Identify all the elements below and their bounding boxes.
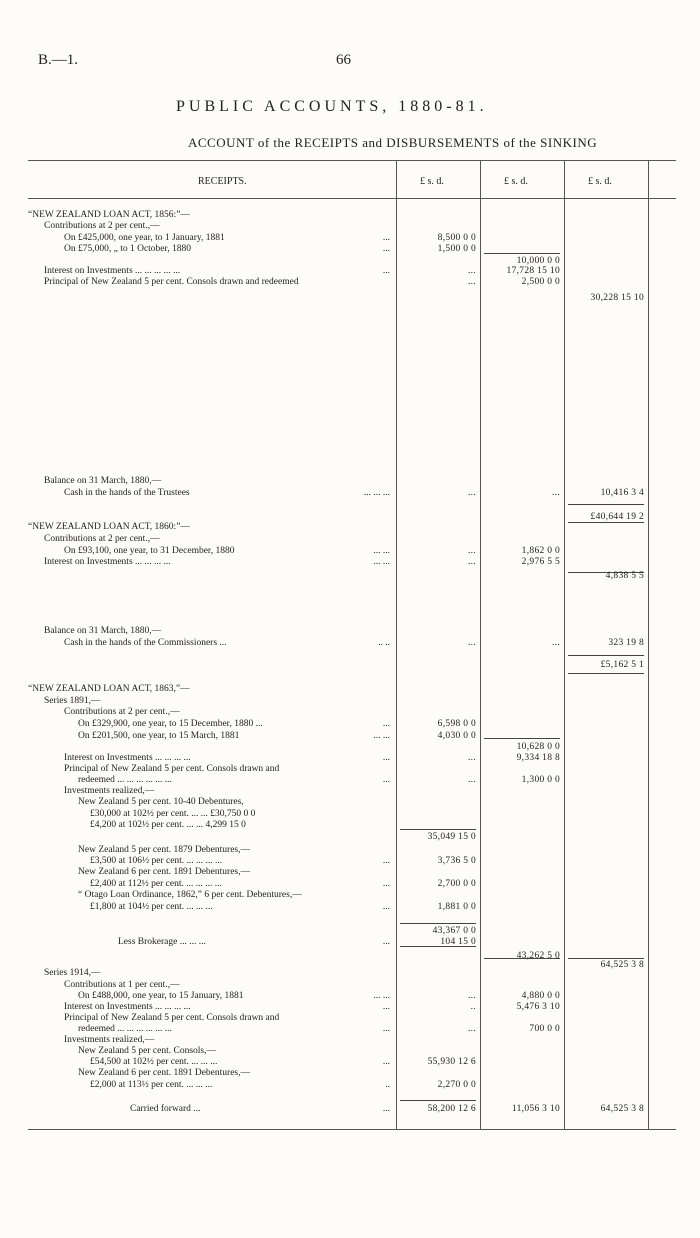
row-description: Principal of New Zealand 5 per cent. Consols drawn and	[64, 1013, 280, 1023]
row-leader-dots: ...	[382, 1002, 390, 1012]
col-header-receipts: RECEIPTS.	[198, 176, 247, 187]
row-description: Series 1914,—	[44, 968, 101, 978]
amount-col-3: 323 19 8	[608, 638, 644, 648]
row-description: New Zealand 5 per cent. Consols,—	[78, 1046, 216, 1056]
amount-col-1: 58,200 12 6	[427, 1104, 476, 1114]
amount-col-2: 700 0 0	[529, 1024, 560, 1034]
table-row	[28, 980, 676, 991]
table-row	[28, 1013, 676, 1024]
row-leader-dots: ...	[382, 1057, 390, 1067]
amount-col-1: 35,049 15 0	[427, 832, 476, 842]
ledger-table	[28, 160, 676, 1130]
amount-col-1: 43,367 0 0	[432, 926, 476, 936]
amount-col-3: 10,416 3 4	[600, 488, 644, 498]
amount-col-2: 10,000 0 0	[516, 256, 560, 266]
row-description: “NEW ZEALAND LOAN ACT, 1856:”—	[28, 210, 190, 220]
amount-col-1: 1,500 0 0	[437, 244, 476, 254]
row-description: Contributions at 1 per cent.,—	[64, 980, 180, 990]
row-leader-dots: ...	[382, 902, 390, 912]
table-row	[28, 926, 676, 937]
amount-col-2: 2,976 5 5	[521, 557, 560, 567]
row-leader-dots: ... ...	[373, 731, 390, 741]
table-row	[28, 937, 676, 948]
row-description: Carried forward ...	[130, 1104, 201, 1114]
amount-col-2: ...	[551, 488, 560, 498]
amount-col-1: ...	[467, 753, 476, 763]
table-row	[28, 1068, 676, 1079]
row-leader-dots: ...	[382, 266, 390, 276]
row-leader-dots: ...	[382, 879, 390, 889]
row-description: “NEW ZEALAND LOAN ACT, 1860:”—	[28, 522, 190, 532]
amount-col-2: 10,628 0 0	[516, 742, 560, 752]
row-description: Interest on Investments ... ... ... ... ...	[44, 266, 181, 276]
table-row	[28, 879, 676, 890]
row-description: Less Brokerage ... ... ...	[118, 937, 206, 947]
row-description: redeemed ... ... ... ... ... ...	[78, 775, 172, 785]
row-description: £1,800 at 104½ per cent. ... ... ...	[90, 902, 213, 912]
table-row	[28, 968, 676, 979]
table-row	[28, 534, 676, 545]
row-description: Investments realized,—	[64, 786, 155, 796]
table-row	[28, 1057, 676, 1068]
col-header-amount-2: £ s. d.	[504, 176, 528, 187]
table-row	[28, 902, 676, 913]
row-leader-dots: ...	[382, 775, 390, 785]
row-description: Contributions at 2 per cent.,—	[44, 534, 160, 544]
amount-col-1: ...	[467, 277, 476, 287]
row-description: On £75,000, „ to 1 October, 1880	[64, 244, 192, 254]
row-description: On £201,500, one year, to 15 March, 1881	[78, 731, 240, 741]
table-row	[28, 832, 676, 843]
subtotal-rule	[568, 504, 644, 505]
table-row	[28, 719, 676, 730]
row-description: “ Otago Loan Ordinance, 1862,” 6 per cent. Debentures,—	[78, 890, 302, 900]
table-row	[28, 1080, 676, 1091]
amount-col-2: 1,862 0 0	[521, 546, 560, 556]
row-leader-dots: ..	[385, 1080, 390, 1090]
table-row	[28, 266, 676, 277]
table-row	[28, 731, 676, 742]
table-row	[28, 1046, 676, 1057]
row-leader-dots: ...	[382, 856, 390, 866]
row-description: £4,200 at 102½ per cent. ... ... 4,299 15 0	[90, 820, 246, 830]
table-top-rule	[28, 160, 676, 161]
table-row	[28, 696, 676, 707]
row-description: Interest on Investments ... ... ... ...	[64, 1002, 191, 1012]
page-ref: B.—1.	[38, 52, 79, 68]
row-leader-dots: ... ...	[373, 991, 390, 1001]
table-row	[28, 786, 676, 797]
subtotal-rule	[400, 1100, 476, 1101]
amount-col-2: 11,056 3 10	[511, 1104, 560, 1114]
amount-col-1: 8,500 0 0	[437, 233, 476, 243]
amount-col-3: £5,162 5 1	[600, 660, 644, 670]
row-description: “NEW ZEALAND LOAN ACT, 1863,”—	[28, 684, 190, 694]
amount-col-1: ...	[467, 266, 476, 276]
row-description: New Zealand 5 per cent. 1879 Debentures,—	[78, 845, 250, 855]
row-description: Contributions at 2 per cent.,—	[44, 221, 160, 231]
row-description: £3,500 at 106½ per cent. ... ... ... ...	[90, 856, 223, 866]
table-row	[28, 856, 676, 867]
amount-col-1: ...	[467, 991, 476, 1001]
table-row	[28, 638, 676, 649]
row-leader-dots: ... ...	[373, 557, 390, 567]
row-description: £30,000 at 102½ per cent. ... ... £30,750 0 0	[90, 809, 256, 819]
row-description: Balance on 31 March, 1880,—	[44, 626, 162, 636]
table-row	[28, 660, 676, 671]
table-row	[28, 277, 676, 288]
row-leader-dots: ...	[382, 244, 390, 254]
row-leader-dots: ... ...	[373, 546, 390, 556]
header-bottom-rule	[28, 198, 676, 199]
table-row	[28, 845, 676, 856]
row-description: £2,000 at 113½ per cent. ... ... ...	[90, 1080, 213, 1090]
amount-col-1: ...	[467, 488, 476, 498]
row-description: New Zealand 6 per cent. 1891 Debentures,—	[78, 867, 250, 877]
row-description: £54,500 at 102½ per cent. ... ... ...	[90, 1057, 218, 1067]
table-row	[28, 753, 676, 764]
table-row	[28, 1035, 676, 1046]
amount-col-1: ...	[467, 1024, 476, 1034]
table-row	[28, 1002, 676, 1013]
amount-col-2: 43,262 5 0	[516, 951, 560, 961]
table-row	[28, 707, 676, 718]
page-title: PUBLIC ACCOUNTS, 1880-81.	[176, 98, 488, 115]
row-description: Interest on Investments ... ... ... ...	[44, 557, 171, 567]
row-description: On £488,000, one year, to 15 January, 1881	[78, 991, 244, 1001]
subtotal-rule	[400, 923, 476, 924]
row-description: New Zealand 6 per cent. 1891 Debentures,—	[78, 1068, 250, 1078]
row-description: redeemed ... ... ... ... ... ...	[78, 1024, 172, 1034]
table-row	[28, 1104, 676, 1115]
amount-col-1: ...	[467, 546, 476, 556]
col-header-amount-3: £ s. d.	[588, 176, 612, 187]
table-row	[28, 476, 676, 487]
row-description: Principal of New Zealand 5 per cent. Consols drawn and	[64, 764, 280, 774]
table-row	[28, 233, 676, 244]
amount-col-1: 6,598 0 0	[437, 719, 476, 729]
amount-col-1: 104 15 0	[440, 937, 476, 947]
row-leader-dots: ...	[382, 937, 390, 947]
row-leader-dots: ...	[382, 1024, 390, 1034]
row-description: Contributions at 2 per cent.,—	[64, 707, 180, 717]
amount-col-1: ..	[470, 1002, 476, 1012]
table-row	[28, 488, 676, 499]
row-description: Cash in the hands of the Trustees	[64, 488, 190, 498]
table-row	[28, 867, 676, 878]
table-row	[28, 775, 676, 786]
row-description: On £425,000, one year, to 1 January, 1881	[64, 233, 225, 243]
amount-col-1: 2,700 0 0	[437, 879, 476, 889]
row-description: £2,400 at 112½ per cent. ... ... ... ...	[90, 879, 222, 889]
row-description: Balance on 31 March, 1880,—	[44, 476, 162, 486]
page-number: 66	[336, 52, 351, 68]
amount-col-3: 64,525 3 8	[600, 960, 644, 970]
row-description: Investments realized,—	[64, 1035, 155, 1045]
table-row	[28, 546, 676, 557]
table-row	[28, 764, 676, 775]
table-row	[28, 626, 676, 637]
amount-col-2: 9,334 18 8	[516, 753, 560, 763]
amount-col-2: 4,880 0 0	[521, 991, 560, 1001]
amount-col-2: 1,300 0 0	[521, 775, 560, 785]
row-description: On £329,900, one year, to 15 December, 1880 ...	[78, 719, 263, 729]
amount-col-3: 30,228 15 10	[590, 293, 644, 303]
amount-col-3: £40,644 19 2	[590, 512, 644, 522]
amount-col-1: ...	[467, 638, 476, 648]
amount-col-1: 3,736 5 0	[437, 856, 476, 866]
row-leader-dots: ...	[382, 233, 390, 243]
table-row	[28, 571, 676, 582]
row-leader-dots: ...	[382, 753, 390, 763]
row-description: Principal of New Zealand 5 per cent. Consols drawn and redeemed	[44, 277, 299, 287]
row-leader-dots: .. ..	[378, 638, 390, 648]
row-leader-dots: ... ... ...	[363, 488, 390, 498]
table-row	[28, 797, 676, 808]
amount-col-1: 2,270 0 0	[437, 1080, 476, 1090]
amount-col-2: ...	[551, 638, 560, 648]
table-row	[28, 210, 676, 221]
page-subtitle: ACCOUNT of the RECEIPTS and DISBURSEMENTS of the SINKING	[188, 135, 598, 150]
table-row	[28, 809, 676, 820]
table-row	[28, 820, 676, 831]
table-bottom-rule	[28, 1129, 676, 1130]
table-row	[28, 221, 676, 232]
amount-col-2: 2,500 0 0	[521, 277, 560, 287]
row-leader-dots: ...	[382, 719, 390, 729]
row-description: New Zealand 5 per cent. 10-40 Debentures,	[78, 797, 244, 807]
amount-col-1: 4,030 0 0	[437, 731, 476, 741]
table-row	[28, 684, 676, 695]
amount-col-3: 4,838 5 5	[605, 571, 644, 581]
row-leader-dots: ...	[382, 1104, 390, 1114]
subtotal-rule	[568, 655, 644, 656]
subtotal-rule	[568, 673, 644, 674]
table-row	[28, 293, 676, 304]
table-row	[28, 991, 676, 1002]
table-row	[28, 557, 676, 568]
table-row	[28, 522, 676, 533]
table-row	[28, 244, 676, 255]
amount-col-2: 17,728 15 10	[506, 266, 560, 276]
col-header-amount-1: £ s. d.	[420, 176, 444, 187]
row-description: Interest on Investments ... ... ... ...	[64, 753, 191, 763]
amount-col-1: ...	[467, 557, 476, 567]
amount-col-2: 5,476 3 10	[516, 1002, 560, 1012]
amount-col-3: 64,525 3 8	[600, 1104, 644, 1114]
table-row	[28, 742, 676, 753]
row-description: Series 1891,—	[44, 696, 101, 706]
row-description: Cash in the hands of the Commissioners ...	[64, 638, 227, 648]
amount-col-1: ...	[467, 775, 476, 785]
table-row	[28, 1024, 676, 1035]
amount-col-1: 1,881 0 0	[437, 902, 476, 912]
amount-col-1: 55,930 12 6	[427, 1057, 476, 1067]
table-row	[28, 890, 676, 901]
row-description: On £93,100, one year, to 31 December, 1880	[64, 546, 235, 556]
